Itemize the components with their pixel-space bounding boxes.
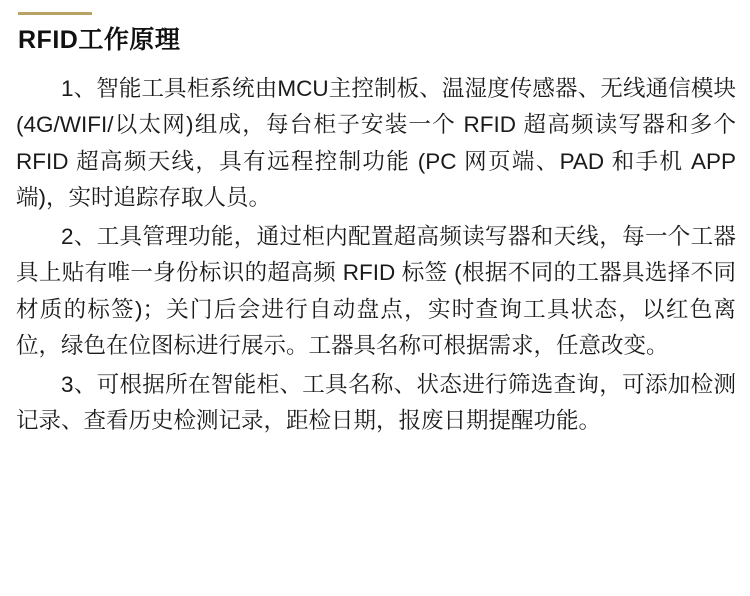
paragraph-2: 2、工具管理功能，通过柜内配置超高频读写器和天线，每一个工器具上贴有唯一身份标识的超高频 RFID 标签 (根据不同的工器具选择不同材质的标签)；关门后会进行自动盘点，实时查询工具状态，以红色离位，绿色在位图标进行展示。工器具名称可根据需求，任意改变。 (16, 223, 736, 359)
paragraph-1: 1、智能工具柜系统由MCU主控制板、温湿度传感器、无线通信模块(4G/WIFI/以太网)组成，每台柜子安装一个 RFID 超高频读写器和多个 RFID 超高频天线，具有远程控制功能 (PC 网页端、PAD 和手机 APP 端)，实时追踪存取人员。 (16, 76, 736, 211)
accent-divider (18, 12, 92, 15)
document-page (0, 12, 750, 596)
paragraph-3: 3、可根据所在智能柜、工具名称、状态进行筛选查询，可添加检测记录、查看历史检测记录，距检日期，报废日期提醒功能。 (16, 371, 736, 433)
body-content (14, 71, 736, 439)
page-title: RFID工作原理 (18, 26, 181, 54)
